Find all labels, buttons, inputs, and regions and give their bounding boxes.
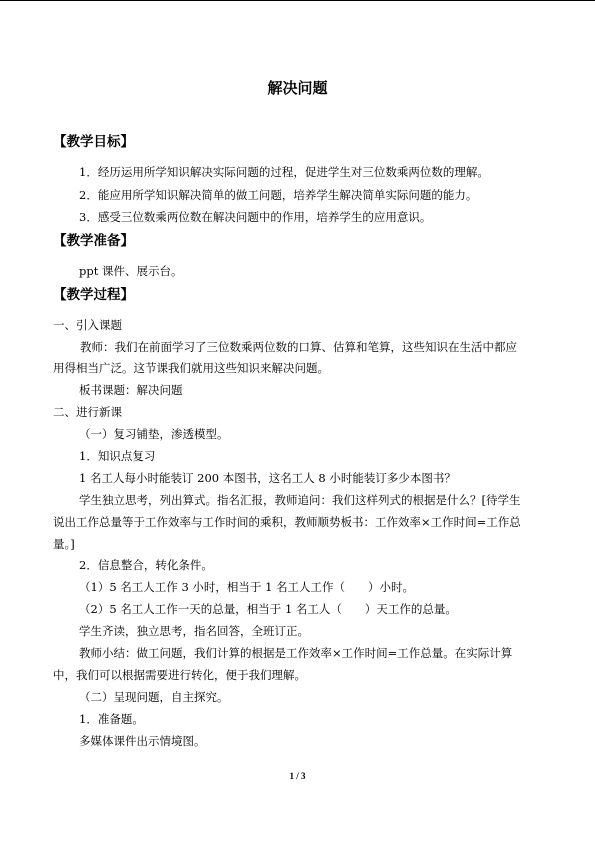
new-question-2: （2）5 名工人工作一天的总量，相当于 1 名工人（ ）天工作的总量。 bbox=[79, 602, 457, 616]
new-point-2: 2．信息整合，转化条件。 bbox=[79, 558, 213, 572]
section-heading-goals: 【教学目标】 bbox=[53, 134, 134, 150]
new-discuss-line-3: 量。] bbox=[53, 537, 75, 551]
new-discuss-line-1: 学生独立思考，列出算式。指名汇报，教师追问：我们这样列式的根据是什么？[待学生 bbox=[79, 493, 521, 507]
new-point-1: 1．知识点复习 bbox=[79, 449, 156, 463]
section-heading-prep: 【教学准备】 bbox=[53, 233, 134, 249]
goal-item-3: 3．感受三位数乘两位数在解决问题中的作用，培养学生的应用意识。 bbox=[79, 210, 432, 224]
top-rule bbox=[0, 0, 595, 1]
new-part-2: （二）呈现问题，自主探究。 bbox=[79, 690, 229, 704]
subheading-new: 二、进行新课 bbox=[53, 405, 122, 419]
new-read: 学生齐读，独立思考，指名回答，全班订正。 bbox=[79, 624, 309, 638]
goal-item-1: 1．经历运用所学知识解决实际问题的过程，促进学生对三位数乘两位数的理解。 bbox=[79, 165, 489, 179]
new-summary-line-2: 中，我们可以根据需要进行转化，便于我们理解。 bbox=[53, 668, 306, 682]
page-number: 1 / 3 bbox=[289, 771, 306, 781]
intro-teacher-line-2: 用得相当广泛。这节课我们就用这些知识来解决问题。 bbox=[53, 361, 329, 375]
new-prep-question: 1．准备题。 bbox=[79, 712, 144, 726]
new-summary-line-1: 教师小结：做工问题，我们计算的根据是工作效率×工作时间=工作总量。在实际计算 bbox=[79, 646, 513, 660]
new-problem: 1 名工人每小时能装订 200 本图书，这名工人 8 小时能装订多少本图书？ bbox=[79, 471, 456, 485]
section-heading-process: 【教学过程】 bbox=[53, 287, 134, 303]
prep-text: ppt 课件、展示台。 bbox=[79, 264, 183, 278]
new-discuss-line-2: 说出工作总量等于工作效率与工作时间的乘积，教师顺势板书：工作效率×工作时间=工作总 bbox=[53, 515, 521, 529]
page-title: 解决问题 bbox=[267, 79, 328, 97]
new-question-1: （1）5 名工人工作 3 小时，相当于 1 名工人工作（ ）小时。 bbox=[79, 580, 415, 594]
new-part-1: （一）复习铺垫，渗透模型。 bbox=[79, 427, 229, 441]
new-media: 多媒体课件出示情境图。 bbox=[79, 734, 206, 748]
intro-board: 板书课题：解决问题 bbox=[79, 383, 183, 397]
goal-item-2: 2．能应用所学知识解决简单的做工问题，培养学生解决简单实际问题的能力。 bbox=[79, 188, 478, 202]
subheading-intro: 一、引入课题 bbox=[53, 318, 122, 332]
intro-teacher-line-1: 教师：我们在前面学习了三位数乘两位数的口算、估算和笔算，这些知识在生活中都应 bbox=[80, 340, 517, 354]
